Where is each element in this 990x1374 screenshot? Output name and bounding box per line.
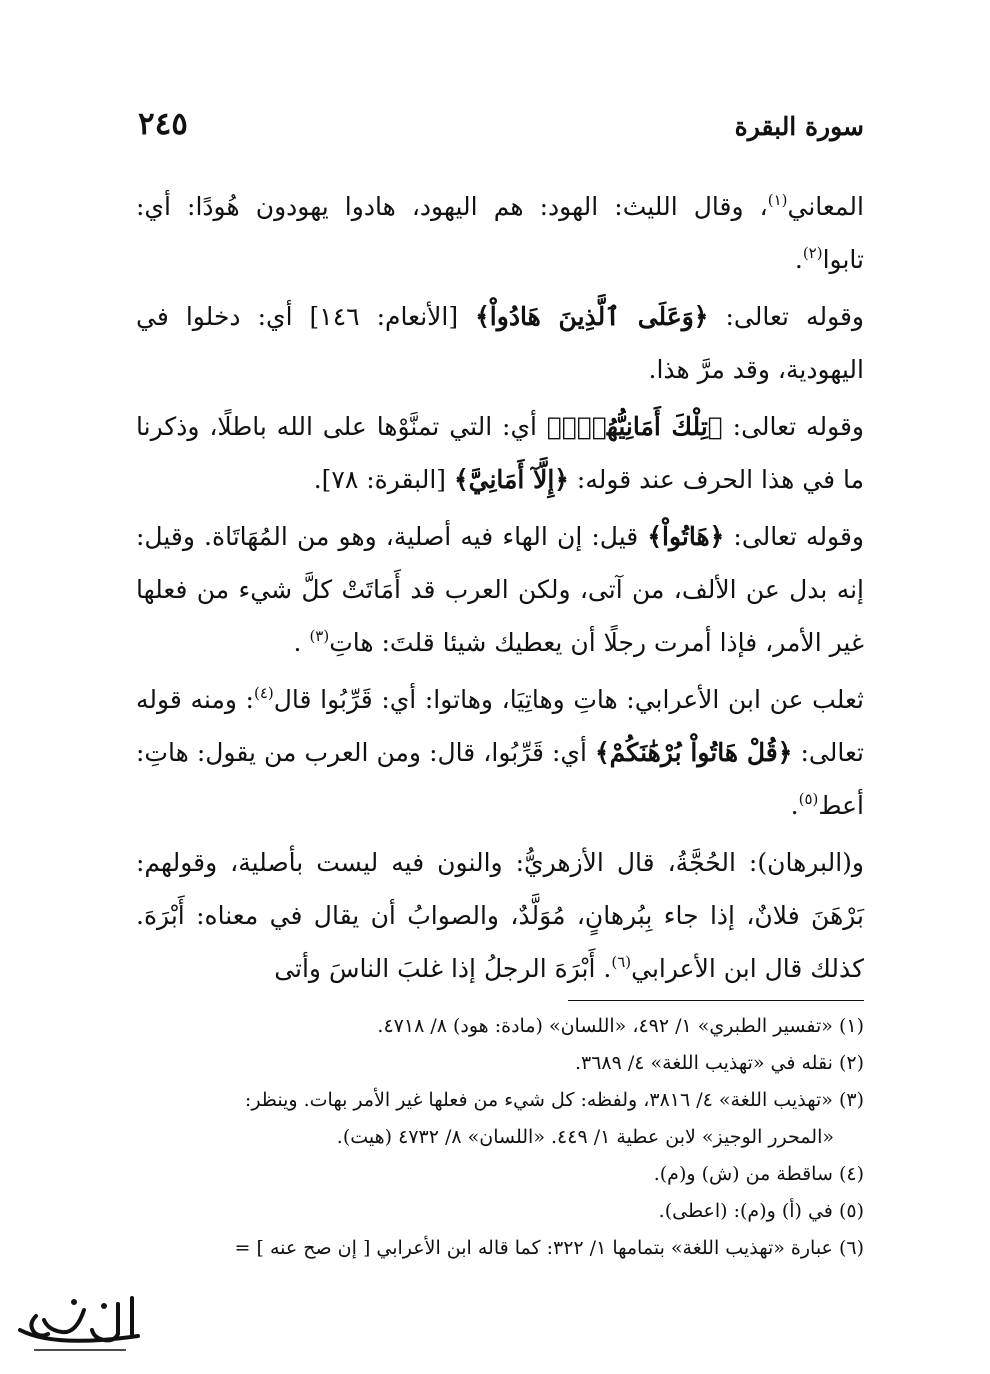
footnote-text: عبارة «تهذيب اللغة» بتمامها ١/ ٣٢٢: كما قاله ابن الأعرابي [ إن صح عنه ] = (234, 1237, 833, 1259)
footnote-text: في (أ) و(م): (اعطى). (658, 1200, 833, 1222)
footnote-ref: (١) (767, 191, 788, 209)
text: ثعلب عن ابن الأعرابي: هاتِ وهاتِيَا، وهاتوا: أي: قَرِّبُوا قال (273, 685, 864, 714)
quran-quote: ﴿هَاتُواْ﴾ (647, 522, 725, 551)
footnote-number: (٤) (838, 1163, 864, 1185)
footnote (136, 1156, 864, 1193)
page-header (138, 106, 864, 152)
footnote-number: (٣) (838, 1089, 864, 1111)
quran-quote: ﴿تِلْكَ أَمَانِيُّهُمْۗ﴾ (546, 412, 723, 441)
text: و(البرهان): الحُجَّةُ، قال الأزهريُّ: والنون فيه ليست بأصلية، وقولهم: بَرْهَنَ فلانٌ، إذا جاء بِبُرهانٍ، مُوَلَّدٌ، والصوابُ أن يقال في معناه: أَبْرَهَ. كذلك قال ابن الأعرابي (136, 848, 864, 983)
text: وقوله تعالى: (724, 522, 864, 551)
text: قيل: إن الهاء فيه أصلية، وهو من المُهَاتَاة. وقيل: إنه بدل عن الألف، من آتى، ولكن العرب قد أَمَاتَتْ كلَّ شيء من فعلها غير الأمر، فإذا أمرت رجلًا أن يعطيك شيئا قلتَ: هاتِ (136, 522, 864, 657)
footnote-continuation: «المحرر الوجيز» لابن عطية ١/ ٤٤٩. «اللسان» ٨/ ٤٧٣٢ (هيت). (336, 1126, 834, 1148)
footnote-number: (٦) (838, 1237, 864, 1259)
publisher-logo (14, 1290, 144, 1360)
text: وقوله تعالى: (708, 302, 865, 331)
text: وقوله تعالى: (722, 412, 865, 441)
footnotes (136, 1008, 864, 1267)
text: ، وقال الليث: الهود: هم اليهود، هادوا يهودون هُودًا: أي: تابوا (136, 192, 864, 274)
page-number: ٢٤٥ (138, 106, 188, 142)
footnote-ref: (٥) (798, 790, 819, 808)
text: . (790, 791, 799, 820)
footnote-ref: (٢) (802, 244, 823, 262)
paragraph-6 (136, 836, 864, 995)
footnote (136, 1045, 864, 1082)
text: أي: التي تمنَّوْها على الله باطلًا، وذكرنا ما في هذا الحرف عند قوله: (136, 412, 864, 494)
text: . (293, 628, 310, 657)
footnote (136, 1082, 864, 1119)
footnote (136, 1230, 864, 1267)
footnote-text: ساقطة من (ش) و(م). (653, 1163, 833, 1185)
footnote-number: (١) (838, 1015, 864, 1037)
text: : ومنه قوله تعالى: (136, 685, 864, 767)
text: . (794, 245, 803, 274)
quran-quote: ﴿وَعَلَى ٱلَّذِينَ هَادُواْ﴾ (475, 302, 709, 331)
footnote-text: «تهذيب اللغة» ٤/ ٣٨١٦، ولفظه: كل شيء من فعلها غير الأمر بهات. وينظر: (244, 1089, 833, 1111)
text: . أَبْرَهَ الرجلُ إذا غلبَ الناسَ وأتى (274, 954, 612, 983)
footnote-text: نقله في «تهذيب اللغة» ٤/ ٣٦٨٩. (574, 1052, 833, 1074)
paragraph-1 (136, 180, 864, 286)
text: المعاني (787, 192, 864, 221)
text: [البقرة: ٧٨]. (313, 465, 454, 494)
text: أي: قَرِّبُوا، قال: ومن العرب من يقول: هاتِ: أعط (136, 738, 864, 820)
quran-quote: ﴿إِلَّآ أَمَانِيَّ﴾ (453, 465, 569, 494)
paragraph-4 (136, 510, 864, 669)
footnote-divider (568, 1000, 864, 1001)
footnote (136, 1008, 864, 1045)
footnote-ref: (٣) (309, 627, 330, 645)
footnote-ref: (٦) (611, 953, 632, 971)
footnote (136, 1193, 864, 1230)
paragraph-5 (136, 673, 864, 832)
main-text (136, 180, 864, 995)
footnote-text: «تفسير الطبري» ١/ ٤٩٢، «اللسان» (مادة: هود) ٨/ ٤٧١٨. (377, 1015, 833, 1037)
paragraph-3 (136, 400, 864, 506)
paragraph-2 (136, 290, 864, 396)
quran-quote: ﴿قُلْ هَاتُواْ بُرْهَٰنَكُمْ﴾ (595, 738, 793, 767)
footnote-number: (٥) (838, 1200, 864, 1222)
footnote-number: (٢) (838, 1052, 864, 1074)
surah-title: سورة البقرة (734, 112, 864, 141)
text: [الأنعام: ١٤٦] أي: دخلوا في اليهودية، وقد مرَّ هذا. (136, 302, 864, 384)
footnote-ref: (٤) (253, 684, 274, 702)
